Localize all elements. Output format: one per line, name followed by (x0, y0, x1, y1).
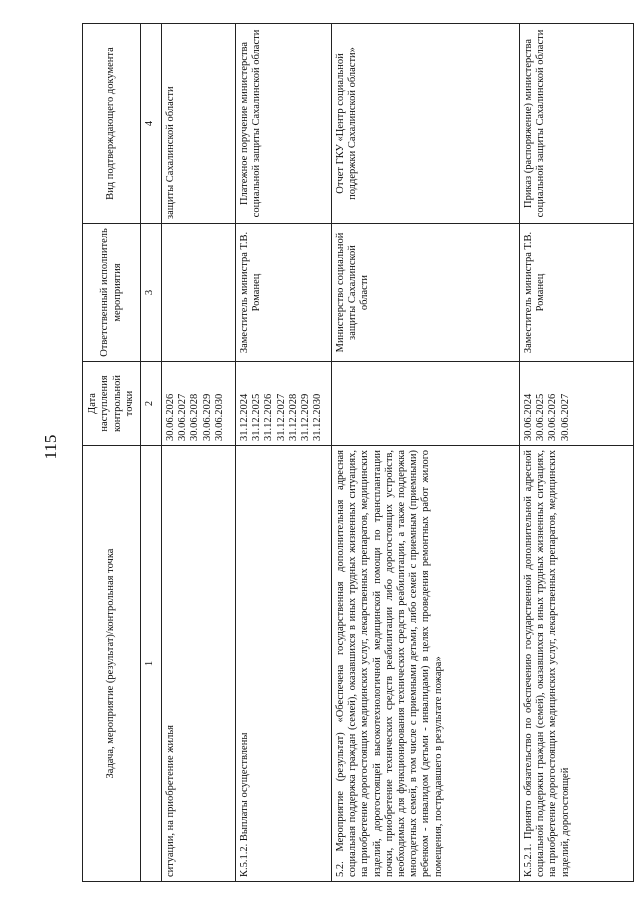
column-number-row (141, 24, 162, 882)
executor-cell: Заместитель министра Т.В. Романец (520, 224, 634, 362)
date-value: 30.06.2027 (559, 393, 571, 441)
table-row (162, 24, 236, 882)
date-value: 31.12.2024 (239, 393, 250, 441)
dates-cell (332, 362, 520, 446)
table-row (332, 24, 520, 882)
date-value: 30.06.2028 (189, 393, 201, 441)
task-cell: ситуации, на приобретение жилья (162, 446, 236, 882)
header-date: Дата наступления контрольной точки (83, 362, 141, 446)
dates-cell (162, 362, 236, 446)
column-number: 3 (141, 224, 162, 362)
column-number: 1 (141, 446, 162, 882)
date-value: 31.12.2027 (275, 393, 287, 441)
date-value: 30.06.2029 (201, 393, 213, 441)
header-task: Задача, мероприятие (результат)/контрольная точка (83, 446, 141, 882)
page-number: 115 (41, 434, 60, 460)
date-value: 31.12.2029 (300, 393, 312, 441)
date-value: 31.12.2028 (287, 393, 299, 441)
date-value: 30.06.2025 (535, 393, 547, 441)
document-cell: защиты Сахалинской области (162, 24, 236, 224)
header-document: Вид подтверждающего документа (83, 24, 141, 224)
document-cell: Приказ (распоряжение) министерства социальной защиты Сахалинской области (520, 24, 634, 224)
date-value: 31.12.2025 (251, 393, 263, 441)
dates-cell (236, 362, 332, 446)
executor-cell (162, 224, 236, 362)
document-cell: Платежное поручение министерства социальной защиты Сахалинской области (236, 24, 332, 224)
date-value: 31.12.2030 (312, 393, 324, 441)
column-number: 2 (141, 362, 162, 446)
date-value: 30.06.2026 (547, 393, 559, 441)
task-cell: 5.2. Мероприятие (результат) «Обеспечена государственная дополнительная адресная социальная поддержка граждан (семей), оказавшихся в иных трудных жизненных ситуациях, на приобретение дорогостоящих медицинских услуг, лекарственных препаратов, медицинских изделий, дорогостоящей высокотехнологичной медицинской помощи по трансплантации почки, приобретение технических средств реабилитации либо дорогостоящих устройств, необходимых для функционирования технических средств реабилитации, а также поддержка многодетных семей, в том числе с приемными детьми, либо семей с приемным (приемными) ребенком - инвалидом (детьми - инвалидами) в целях проведения ремонтных работ жилого помещения, пострадавшего в результате пожара» (332, 446, 520, 882)
table-row (520, 24, 634, 882)
executor-cell: Заместитель министра Т.В. Романец (236, 224, 332, 362)
header-row (83, 24, 141, 882)
task-cell: К.5.2.1. Принято обязательство по обеспечению государственной дополнительной адресной социальной поддержки граждан (семей), оказавшихся в иных трудных жизненных ситуациях, на приобретение дорогостоящих медицинских услуг, лекарственных препаратов, медицинских изделий, дорогостоящей (520, 446, 634, 882)
column-number: 4 (141, 24, 162, 224)
dates-cell (520, 362, 634, 446)
date-value: 30.06.2027 (177, 393, 189, 441)
executor-cell: Министерство социальной защиты Сахалинской области (332, 224, 520, 362)
date-value: 30.06.2026 (165, 393, 176, 441)
rotated-page-content (82, 24, 634, 882)
header-executor: Ответственный исполнитель мероприятия (83, 224, 141, 362)
control-points-table (82, 23, 634, 882)
task-cell: К.5.1.2. Выплаты осуществлены (236, 446, 332, 882)
date-value: 30.06.2024 (523, 393, 534, 441)
table-row (236, 24, 332, 882)
document-cell: Отчет ГКУ «Центр социальной поддержки Сахалинской области» (332, 24, 520, 224)
date-value: 30.06.2030 (213, 393, 225, 441)
date-value: 31.12.2026 (263, 393, 275, 441)
